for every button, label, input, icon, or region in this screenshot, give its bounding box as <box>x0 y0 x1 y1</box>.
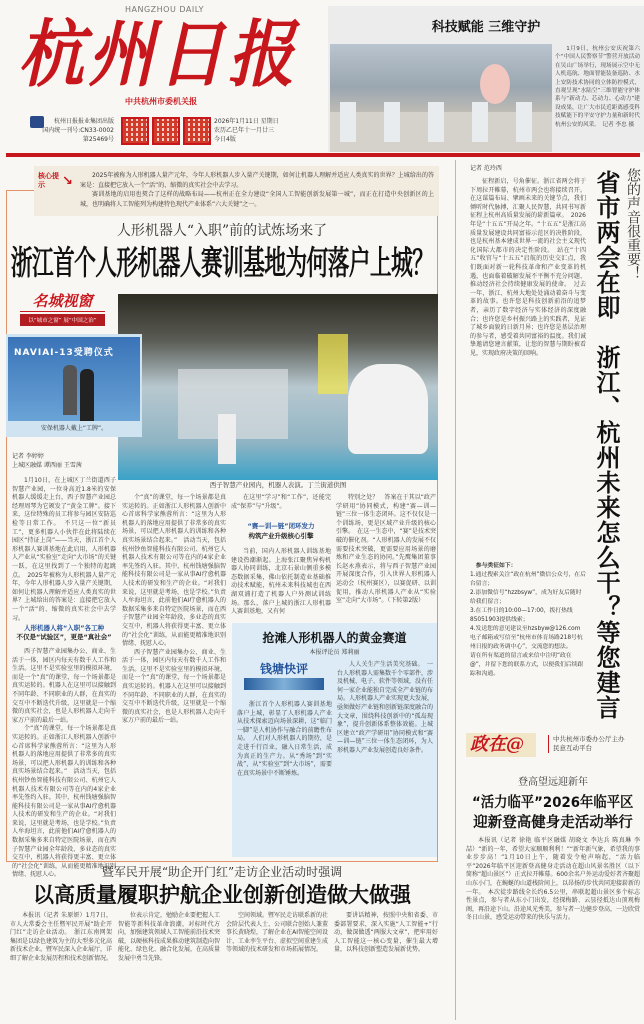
core-tip-text: 2025年被称为人形机器人量产元年，今年人形机器人步入量产关键期，如何让机器人理解并适应人类真实的世界？上城给出的答案是：直接把它放入一个“活”的、缩微的真实社会中去学习。 赛训基地的启用也契合了这样的战略布局——杭州正在全力建设“全国人工智能创新发展第一城”，而正在打造中央创新区的上城，也明确将人工智能列为构建特色现代产业体系“六大关键”之一。 <box>80 172 434 208</box>
robots-photo <box>118 294 438 480</box>
way-item: 4.发送您的意见建议至hzsbyw@126.com电子邮箱或写信至“杭州市体育场路218号杭州日报的政务调中心”，交流您的想法。 <box>470 626 583 650</box>
lead-kicker: 人形机器人“入职”前的试炼场来了 <box>116 223 328 239</box>
english-title: HANGZHOU DAILY <box>125 5 204 14</box>
publisher: 杭州日报报业集团出版 <box>53 118 114 125</box>
side-participation <box>470 562 586 679</box>
date: 2026年1月11日 星期日 <box>214 118 279 125</box>
newspaper-logo: 杭州日报 <box>18 11 298 98</box>
commentary-author: 本报评论员 郑莉丽 <box>309 649 360 656</box>
side-tagline: 您的声音很重要！ <box>625 168 641 280</box>
commentary-title: 抢滩人形机器人的黄金赛道 <box>262 631 407 645</box>
bottom-col-4: 要讲话精神，按照中央和省委、市委部署要求，深入实施“人工智能+”行动，做深做透“两服大文章”，把牢用好人工智能这一核心变量，催生最大增量，以科技创新塑造发展新优势。 <box>334 912 438 954</box>
column-slogan: 以“城市之窗” 展“中国之治” <box>20 314 105 326</box>
platform-name: 民意互动平台 <box>553 744 592 752</box>
linping-headline-1: “活力临平”2026年临平区 <box>472 795 634 811</box>
ways-title: 参与类征如下： <box>475 563 517 569</box>
qr-code-3[interactable] <box>183 117 211 145</box>
bottom-headline: 以高质量履职护航企业创新创造做大做强 <box>33 883 411 907</box>
page-count: 今日4版 <box>214 136 236 143</box>
platform-org: 中共杭州市委办公厅主办 <box>553 735 625 743</box>
lead-subhead-2 <box>231 521 331 541</box>
masthead-rule <box>6 153 640 157</box>
lead-headline-wrap <box>6 244 438 282</box>
date-info <box>214 117 279 144</box>
byline-reporter: 记者 李婷婷 <box>12 453 44 460</box>
bottom-col-3: 空间领域。暨军民走访联系新的社会阶层代表人士、公司联合创始人兼董事长黄晓煌，了解企业在AI智能空间设计、工业孪生平台、虚拟空间重建生成等领域的技术研发和市场拓展情况。 <box>226 912 329 954</box>
lunar-date: 农历乙巳年十一月廿三 <box>214 127 275 134</box>
linping-kicker: 登高望远迎新年 <box>518 777 588 788</box>
lead-col-3a: 在这里“学习”和“工作”，还能完成“保养”与“升级”。 <box>231 494 331 510</box>
arrow-down-right-icon: ↘ <box>62 174 73 189</box>
issue-number: 第25469号 <box>82 136 114 143</box>
lead-col-2: 个“真”的课堂，每一个场景都是真实运转的。正如浙江人形机器人创新中心首席科学家熊蓉所言：“这里为人形机器人的落地应用提供了非常多的真实场景，可以把人形机器人的训练和各种真实场景结合起来。” 活动当天，包括杭州钞鱼智能科技有限公司、杭州它人机器人技术有限公司等在内的4家企业率先签约入驻。其中，杭州钱塘强脑智能科技有限公司是一家从事AI疗愈机器人技术的研发和生产的企业。“对我们来说，这里就是考场，也是学校。”负责人牟海坦言，此前他们AI疗愈机器人的数据采集多来自特定医院场景，而在西子智慧产业园全年龄段、多业态的真实交互中，机器人将获得更丰富、更立体的“社会化”训练，从而能更精准地识别情绪、抚慰人心。 西子智慧产业园集办公、商业、生活于一体，园区内每天有数千人工作和生活。这里不是实验室里的模拟环境，而是一个“真”的课堂，每一个场景都是真实运转的。机器人在这里可以接触到不同年龄、不同职业的人群，在真实的交互中不断迭代升级，这里就是一个缩微的真实社会，也是人形机器人走向千家万户前的最后一站。 <box>122 494 226 725</box>
core-tip-label: 核心提示 <box>38 172 59 189</box>
side-headline: 省市两会在即 浙江、杭州未来怎么干？等您建言 <box>592 170 620 720</box>
commentary-box <box>232 623 437 857</box>
lead-byline <box>12 452 82 470</box>
subhead-line-2: 不仅是“试验区”，更是“真社会” <box>16 633 112 641</box>
commentary-col-2: 人人关生产生活美究基础。 一台人形机器人需集数千个零部件，涉及机械、电子、软件等领域，没有任何一家企业能独自完成全产业链的布局。人形机器人产业实现更大发展，亟须做好产业链和创新链深度融合的大文章，围绕科技创新中的“孤岛现象”，提升创新体系整体效能。上城区建立“政产学研用”协同模式和“赛—训—链”三位一体生态闭环，为人形机器人产业发展创造良好条件。 <box>337 661 434 754</box>
publisher-info <box>28 117 114 144</box>
inset-photo-caption: 安保机器人戴上“工牌”。 <box>40 425 108 432</box>
subhead2-line-2: 构筑产业升级核心引擎 <box>248 532 314 540</box>
core-tip-box <box>34 166 439 216</box>
byline-media: 上城区融媒 谭西丽 王雪茜 <box>12 462 82 469</box>
side-body: 征程新启，号角催征。浙江省两会将于下周拉开帷幕，杭州市两会也将接续召开。在这谋篇布局、擘画未来的关键节点，我们倾听时代脉搏，汇聚人民智慧，共同书写新征程上杭州高质量发展的崭新篇章。 2026年是“十五五”开局之年。“十五五”是浙江高质量发展建设共同富裕示范区的决胜阶段，也是杭州基本建成世界一流的社会主义现代化国际大都市的决定性阶段。 站在“十四五”收官与“十五五”启航的历史交汇点，我们既面对新一轮科技革命和产业变革的机遇，也面临着破解发展不平衡不充分问题、推动经济社会持续健康发展的使命。 过去一年，浙江、杭州大地处处涌动着奋斗与变革的故事。也许您是科技创新前沿的追梦者，亲历了数字经济与实体经济的深度融合；也许您是乡村振兴路上的实践者，见证了城乡面貌的日新月异；也许您是基层治理的参与者，感受着共同富裕的温度。我们诚挚邀请您建言献策，让您的智慧与期盼被看见，实现政府决策的回响。 <box>470 178 586 357</box>
way-item: 1.通过搜索关注“政在杭州”微信公众号，在后台留言； <box>470 572 586 587</box>
commentary-column-logo <box>236 661 332 695</box>
lead-col-3: 当前，国内人形机器人训练基地建设热潮渐起。上海张江聚焦异构机器人协同训练，北京石景山侧重多模态数据采集，佛山依托制造业基础推动技术赋能，杭州未来科技城也在西湖双浦打造了机器人户外测试训练场。那么，落户上城的浙江人形机器人赛训基地，又有何 <box>231 548 331 616</box>
linping-headline <box>462 793 644 833</box>
column-logo <box>20 290 105 326</box>
issn: 国内统一刊号:CN33-0002 <box>42 127 114 134</box>
subhead2-line-1: “赛—训—链”闭环发力 <box>247 522 315 530</box>
bottom-kicker: 暨军民开展“助企开门红”走访企业活动时强调 <box>101 865 343 879</box>
linping-body: 本报讯（记者 徐艳 临平区融媒 胡晓文 李达兵 陈真琳 李喆）“新的一年，希望大家顺顺利利！”“新年新气象，希望我的事业步步高！”1月10日上午，随着发令枪声响起，“活力临平”2026年临平区迎新登高健身走活动在超山风景名胜区（以下简称“超山景区”）正式拉开帷幕。600余名户外运动爱好者齐聚超山东小门，在蜿蜒的山道栈阶间上，以昂扬的步伐共同迎接崭新的一年。 本次徒步路线全长约6.5公里，串联起超山景区多个标志性景点，参与者从东小门出发，经探梅路、云昙径抵达山顶观梅阁，再沿途下山。沿途风光秀美，参与者一边健步登高，一边欣赏冬日山景，感受运动带来的快乐与活力。 <box>466 837 641 922</box>
lead-subhead-1 <box>12 624 116 642</box>
platform-info <box>548 735 625 753</box>
robots-photo-caption: 西子智慧产业园内，机器人表演。丁兰街道供图 <box>209 481 347 489</box>
way-item: 请在所有渠道的留言或来信中注明“政在@”，并留下您的联系方式，以便我们后续跟踪和沟通。 <box>470 653 584 677</box>
naviai-photo <box>8 337 140 421</box>
subhead-line-1: 人形机器人将“入职”各工种 <box>23 624 105 632</box>
police-motorcycle-photo <box>330 44 552 152</box>
lead-col-1: 1月10日，在上城区丁兰街道西子智慧产业园，一位身高近1.8米的安保机器人缓缓走上台，西子智慧产业园总经理周琴为它颁发了“黄金工牌”。接下来，这位特殊的员工将参与园区安防巡检等日常工作。 不只这一位“新员工”，更多机器人小伙伴在此将陆续在园区“持证上岗”——当天，浙江首个人形机器人赛训基地在此启用，人形机器人产业从“实验室”走向“大市场”的关键一跃，在这里找到了一个独特的起跳点。 2025年被称为人形机器人量产元年，今年人形机器人步入量产关键期，如何让机器人理解并适应人类真实的世界？上城给出的答案是：直接把它放入一个“活”的、缩微的真实社会中去学习。 <box>12 477 116 622</box>
commentary-col-1: 浙江首个人形机器人赛训基地落户上城，彰显了人形机器人产业从技术探索迈向场景深耕，这“临门一脚”是人机协作与融合的前瞻性布局。 人们对人形机器人的期待，是走进千行百业，融入日常生活，成为真正的生产力。从“秀场”到“实战”，从“实验室”到“大市场”，需要在真实场景中不断锤炼。 <box>237 701 332 777</box>
qr-code-2[interactable] <box>152 117 180 145</box>
column-divider <box>455 160 456 1020</box>
lead-col-4: 特别之处？ 答案在于其以“政产学研用”协同模式，构建“赛—训—链”三位一体生态闭环。这不仅仅是一个训练场，更是区域产业升级的核心引擎。 在这一生态中，“赛”是技术突破的催化剂。“人形机器人的发展不仅需要技术突破，更需要应用场景的磨炼和产业生态的协同。”先鹰集团董事长赵永燕表示，将与西子智慧产业园开展深度合作，引入世界人形机器人运动会（杭州赛区），以赛促研、以训促用，推动人形机器人产业从“实验室”走向“大市场”。（下转第2版） <box>336 494 436 605</box>
column-logo-text: 名城视窗 <box>20 290 105 312</box>
commentary-column-name: 钱塘快评 <box>259 662 308 676</box>
inset-photo-title: NAVIAI-13受聘仪式 <box>14 348 114 358</box>
top-photo-caption: 1月9日，杭州公安庆祝第六个“中国人民警察节”警营开放活动在吴山广场举行，现场展示空中无人机巡航、地面智能装备巡防、水上安防技术协同的立体防控模式，直观呈现“水陆空”三维智能守护体系与“新动力、芯动力、心动力”建设成果，让广大市民近距离感受科技赋能下的平安守护力量和新时代杭州公安的风采。 记者 李忠 摄 <box>555 46 640 128</box>
lead-headline: 浙江首个人形机器人赛训基地为何落户上城？ <box>10 243 434 282</box>
platform-logo-text: 政在@ <box>470 734 524 755</box>
lead-col-1b: 西子智慧产业园集办公、商业、生活于一体，园区内每天有数千人工作和生活。这里不是实验室里的模拟环境，而是一个“真”的课堂，每一个场景都是真实运转的。机器人在这里可以接触到不同年龄、不同职业的人群，在真实的交互中不断迭代升级，这里就是一个缩微的真实社会，也是人形机器人走向千家万户前的最后一站。 个“真”的课堂，每一个场景都是真实运转的。正如浙江人形机器人创新中心首席科学家熊蓉所言：“这里为人形机器人的落地应用提供了非常多的真实场景，可以把人形机器人的训练和各种真实场景结合起来。” 活动当天，包括杭州钞鱼智能科技有限公司、杭州它人机器人技术有限公司等在内的4家企业率先签约入驻。其中，杭州钱塘强脑智能科技有限公司是一家从事AI疗愈机器人技术的研发和生产的企业。“对我们来说，这里就是考场，也是学校。”负责人牟海坦言，此前他们AI疗愈机器人的数据采集多来自特定医院场景，而在西子智慧产业园全年龄段、多业态的真实交互中，机器人将获得更丰富、更立体的“社会化”训练，从而能更精准地识别情绪、抚慰人心。 <box>12 648 116 879</box>
top-photo-title: 科技赋能 三维守护 <box>431 20 541 35</box>
platform-logo <box>466 733 536 757</box>
top-photo-box <box>328 6 644 152</box>
bottom-col-1: 本报讯（记者 朱原妍）1月7日，市人大常委会主任暨军民开展“助企开门红”走访企业活动。 浙江东南网架集团是以绿色建筑为主的大型多元化高新技术企业。暨军民深入企业展厅，详细了解企业发展历程和技术创新情况。 <box>10 912 113 962</box>
linping-headline-2: 迎新登高健身走活动举行 <box>473 815 633 831</box>
inset-photo-box <box>6 334 142 437</box>
side-byline: 记者 范玲西 <box>470 165 502 172</box>
qr-code-1[interactable] <box>121 117 149 145</box>
way-item: 3.在工作日的10:00—17:00，拨打热线85051903提供线索； <box>470 608 573 623</box>
organ-label: 中共杭州市委机关报 <box>125 97 197 106</box>
way-item: 2.添加微信号“hzzbsyw”，成为好友后随时给我们留言； <box>470 590 582 605</box>
bottom-col-2: 位表示肯定，勉励企业要把握人工智能等新科技革命浪潮，对标时代方向，加强建筑领域人工智能前沿技术突破，以硬核科技成果推动建筑制造向智能化、绿色化、融合化发展，在高质量发展中勇当先锋。 <box>118 912 221 962</box>
